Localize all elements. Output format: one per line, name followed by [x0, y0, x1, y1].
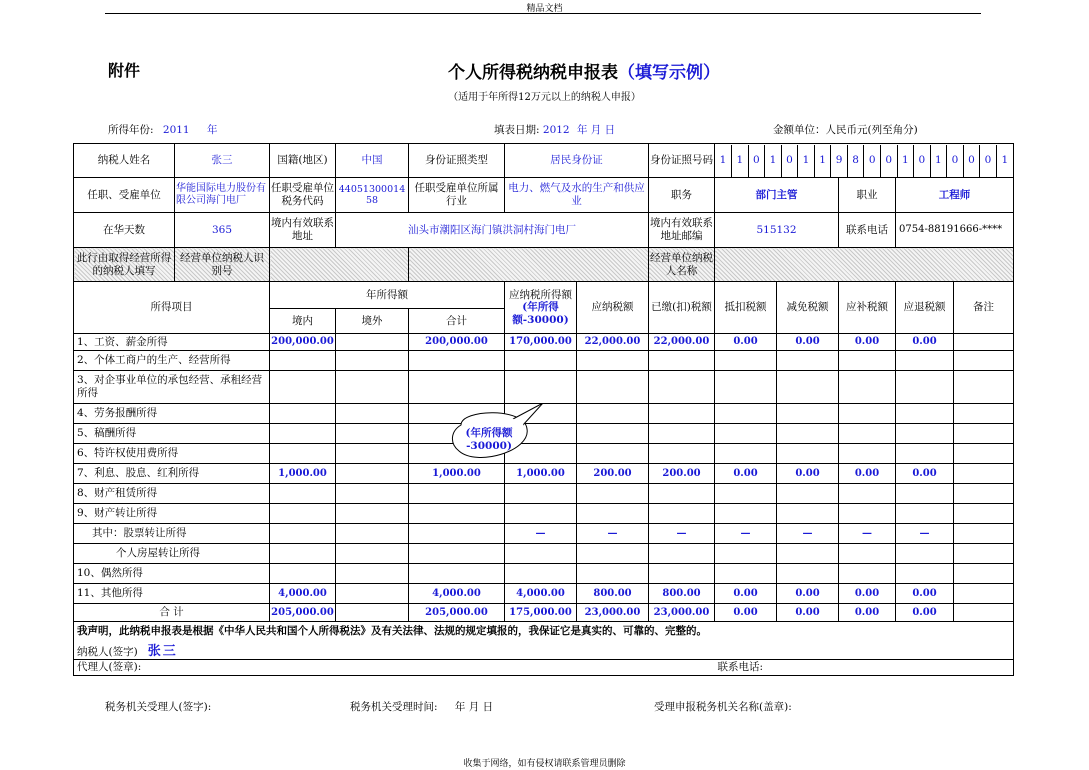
income-item-label: 1、工资、薪金所得	[74, 334, 270, 351]
income-refund-cell[interactable]	[896, 444, 954, 464]
income-paid-cell[interactable]	[649, 564, 715, 584]
taxpayer-signature[interactable]: 张三	[147, 643, 178, 659]
income-credit-cell[interactable]: —	[715, 524, 777, 544]
income-relief-cell[interactable]: 0.00	[777, 464, 839, 484]
income-foreign-cell[interactable]	[336, 544, 409, 564]
income-taxable-cell[interactable]: 4,000.00	[505, 584, 577, 604]
income-paid-cell[interactable]	[649, 404, 715, 424]
id-digit-grid	[715, 145, 1013, 177]
income-domestic-cell[interactable]: 205,000.00	[270, 604, 336, 622]
id-digit-box[interactable]: 8	[847, 145, 864, 177]
days-in-china-field[interactable]: 365	[175, 213, 270, 248]
occupation-field[interactable]: 工程师	[896, 178, 1014, 213]
tax-office-receiver: 税务机关受理人(签字):	[105, 701, 212, 713]
signature-line	[77, 644, 1012, 660]
income-domestic-cell[interactable]	[270, 424, 336, 444]
id-digit-box[interactable]: 0	[864, 145, 881, 177]
tax-office-name: 受理申报税务机关名称(盖章):	[654, 701, 792, 713]
income-relief-cell[interactable]	[777, 424, 839, 444]
income-item-label: 8、财产租赁所得	[74, 484, 270, 504]
income-paid-cell[interactable]: 200.00	[649, 464, 715, 484]
income-domestic-cell[interactable]	[270, 444, 336, 464]
income-year-label: 所得年份:	[108, 124, 154, 136]
income-refund-cell[interactable]	[896, 424, 954, 444]
income-foreign-cell[interactable]	[336, 351, 409, 371]
agent-signature[interactable]: 代理人(签章):	[74, 660, 715, 676]
income-remarks-cell[interactable]	[954, 524, 1014, 544]
income-refund-cell[interactable]: 0.00	[896, 584, 954, 604]
col-header-credit: 抵扣税额	[715, 282, 777, 334]
income-payable-cell[interactable]: 800.00	[577, 584, 649, 604]
income-payable-cell[interactable]	[577, 371, 649, 404]
income-taxable-cell[interactable]	[505, 371, 577, 404]
col-header-item: 所得项目	[74, 282, 270, 334]
income-payable-cell[interactable]: 200.00	[577, 464, 649, 484]
col-header-taxable	[505, 282, 577, 334]
income-foreign-cell[interactable]	[336, 444, 409, 464]
speech-bubble-text	[447, 427, 531, 453]
phone-field[interactable]: 0754-88191666-****	[896, 213, 1014, 248]
income-paid-cell[interactable]	[649, 444, 715, 464]
income-remarks-cell[interactable]	[954, 464, 1014, 484]
col-header-paid: 已缴(扣)税额	[649, 282, 715, 334]
id-number-label: 身份证照号码	[649, 144, 715, 178]
income-total-cell[interactable]: 200,000.00	[409, 334, 505, 351]
income-supplement-cell[interactable]	[839, 484, 896, 504]
income-taxable-cell[interactable]: 170,000.00	[505, 334, 577, 351]
fill-date-label: 填表日期:	[494, 124, 540, 136]
income-remarks-cell[interactable]	[954, 504, 1014, 524]
income-remarks-cell[interactable]	[954, 404, 1014, 424]
income-credit-cell[interactable]	[715, 371, 777, 404]
income-row	[74, 584, 1014, 604]
employer-tax-code-field[interactable]: 4405130001458	[336, 178, 409, 213]
page-title	[448, 58, 720, 83]
income-taxable-cell[interactable]	[505, 504, 577, 524]
income-payable-cell[interactable]	[577, 504, 649, 524]
income-total-cell[interactable]: 1,000.00	[409, 464, 505, 484]
income-supplement-cell[interactable]	[839, 424, 896, 444]
income-row	[74, 524, 1014, 544]
income-item-label: 其中：股票转让所得	[74, 524, 270, 544]
income-refund-cell[interactable]	[896, 564, 954, 584]
income-foreign-cell[interactable]	[336, 371, 409, 404]
income-relief-cell[interactable]	[777, 484, 839, 504]
income-taxable-cell[interactable]	[505, 351, 577, 371]
income-payable-cell[interactable]: 22,000.00	[577, 334, 649, 351]
income-year	[108, 122, 217, 137]
income-total-cell[interactable]	[409, 351, 505, 371]
income-refund-cell[interactable]: 0.00	[896, 604, 954, 622]
income-row	[74, 504, 1014, 524]
income-credit-cell[interactable]	[715, 404, 777, 424]
id-digit-box[interactable]: 1	[897, 145, 914, 177]
income-remarks-cell[interactable]	[954, 564, 1014, 584]
income-domestic-cell[interactable]	[270, 564, 336, 584]
income-paid-cell[interactable]	[649, 544, 715, 564]
income-taxable-cell[interactable]	[505, 484, 577, 504]
income-total-cell[interactable]	[409, 504, 505, 524]
income-foreign-cell[interactable]	[336, 584, 409, 604]
income-paid-cell[interactable]: 23,000.00	[649, 604, 715, 622]
income-payable-cell[interactable]	[577, 404, 649, 424]
income-supplement-cell[interactable]	[839, 351, 896, 371]
income-domestic-cell[interactable]	[270, 404, 336, 424]
income-row	[74, 564, 1014, 584]
col-header-supplement: 应补税额	[839, 282, 896, 334]
income-remarks-cell[interactable]	[954, 604, 1014, 622]
income-supplement-cell[interactable]	[839, 564, 896, 584]
income-total-cell[interactable]: 4,000.00	[409, 584, 505, 604]
income-foreign-cell[interactable]	[336, 564, 409, 584]
fill-date-rest: 年 月 日	[576, 124, 616, 136]
income-refund-cell[interactable]: 0.00	[896, 334, 954, 351]
income-refund-cell[interactable]	[896, 351, 954, 371]
income-payable-cell[interactable]	[577, 444, 649, 464]
income-supplement-cell[interactable]	[839, 544, 896, 564]
income-taxable-cell[interactable]: 175,000.00	[505, 604, 577, 622]
id-digit-box[interactable]: 0	[947, 145, 964, 177]
taxpayer-name-field[interactable]: 张三	[175, 144, 270, 178]
header-note: 精品文档	[526, 4, 563, 14]
tax-office-time-rest: 年 月 日	[454, 701, 494, 713]
income-supplement-cell[interactable]	[839, 444, 896, 464]
col-header-relief: 减免税额	[777, 282, 839, 334]
income-remarks-cell[interactable]	[954, 484, 1014, 504]
business-blank-field	[409, 248, 649, 282]
income-relief-cell[interactable]	[777, 444, 839, 464]
col-header-foreign: 境外	[336, 309, 409, 334]
fill-date-year: 2012	[542, 124, 570, 136]
agent-phone[interactable]: 联系电话:	[715, 660, 1014, 676]
income-supplement-cell[interactable]: 0.00	[839, 604, 896, 622]
income-refund-cell[interactable]: 0.00	[896, 464, 954, 484]
id-digit-box[interactable]: 0	[914, 145, 931, 177]
signature-label: 纳税人(签字)	[77, 645, 138, 658]
business-taxid-label: 经营单位纳税人识别号	[175, 248, 270, 282]
postcode-field[interactable]: 515132	[715, 213, 839, 248]
income-remarks-cell[interactable]	[954, 351, 1014, 371]
income-credit-cell[interactable]	[715, 424, 777, 444]
col-header-payable: 应纳税额	[577, 282, 649, 334]
income-credit-cell[interactable]	[715, 484, 777, 504]
income-relief-cell[interactable]	[777, 371, 839, 404]
income-relief-cell[interactable]	[777, 404, 839, 424]
income-item-label: 4、劳务报酬所得	[74, 404, 270, 424]
income-year-value: 2011	[162, 124, 190, 136]
id-digit-box[interactable]: 1	[1001, 154, 1009, 167]
income-refund-cell[interactable]	[896, 504, 954, 524]
income-remarks-cell[interactable]	[954, 424, 1014, 444]
income-domestic-cell[interactable]	[270, 371, 336, 404]
income-item-label: 6、特许权使用费所得	[74, 444, 270, 464]
income-paid-cell[interactable]: —	[649, 524, 715, 544]
income-domestic-cell[interactable]: 4,000.00	[270, 584, 336, 604]
income-row	[74, 484, 1014, 504]
income-year-unit: 年	[206, 124, 218, 136]
col-header-taxable-line1: 应纳税所得额	[509, 288, 572, 301]
attachment-label: 附件	[108, 61, 141, 80]
days-in-china-label: 在华天数	[74, 213, 175, 248]
employer-label: 任职、受雇单位	[74, 178, 175, 213]
income-supplement-cell[interactable]: 0.00	[839, 584, 896, 604]
income-paid-cell[interactable]	[649, 351, 715, 371]
income-payable-cell[interactable]	[577, 564, 649, 584]
income-foreign-cell[interactable]	[336, 334, 409, 351]
id-digit-box[interactable]: 0	[880, 145, 897, 177]
address-label: 境内有效联系地址	[270, 213, 336, 248]
income-payable-cell[interactable]: 23,000.00	[577, 604, 649, 622]
col-header-taxable-line2: (年所得额-30000)	[512, 301, 569, 326]
income-refund-cell[interactable]: —	[896, 524, 954, 544]
postcode-label: 境内有效联系地址邮编	[649, 213, 715, 248]
income-item-label: 合 计	[74, 604, 270, 622]
income-domestic-cell[interactable]	[270, 544, 336, 564]
id-digit-box[interactable]: 9	[831, 145, 848, 177]
income-relief-cell[interactable]: —	[777, 524, 839, 544]
income-payable-cell[interactable]	[577, 424, 649, 444]
income-paid-cell[interactable]	[649, 371, 715, 404]
business-name-label: 经营单位纳税人名称	[649, 248, 715, 282]
income-item-label: 3、对企事业单位的承包经营、承租经营所得	[74, 371, 270, 404]
income-paid-cell[interactable]	[649, 484, 715, 504]
income-domestic-cell[interactable]	[270, 351, 336, 371]
income-credit-cell[interactable]: 0.00	[715, 584, 777, 604]
income-foreign-cell[interactable]	[336, 464, 409, 484]
id-digit-box[interactable]: 1	[715, 145, 732, 177]
income-payable-cell[interactable]: —	[577, 524, 649, 544]
income-relief-cell[interactable]	[777, 504, 839, 524]
employer-field[interactable]: 华能国际电力股份有限公司海门电厂	[175, 178, 270, 213]
income-remarks-cell[interactable]	[954, 544, 1014, 564]
income-paid-cell[interactable]	[649, 424, 715, 444]
declaration-cell	[74, 622, 1014, 660]
income-total-cell[interactable]	[409, 484, 505, 504]
income-credit-cell[interactable]	[715, 564, 777, 584]
income-remarks-cell[interactable]	[954, 444, 1014, 464]
income-taxable-cell[interactable]	[505, 544, 577, 564]
income-supplement-cell[interactable]	[839, 404, 896, 424]
id-digit-box[interactable]: 1	[930, 145, 947, 177]
income-domestic-cell[interactable]: 200,000.00	[270, 334, 336, 351]
income-total-cell[interactable]	[409, 524, 505, 544]
income-row	[74, 334, 1014, 351]
income-foreign-cell[interactable]	[336, 424, 409, 444]
income-refund-cell[interactable]	[896, 371, 954, 404]
col-header-remarks: 备注	[954, 282, 1014, 334]
business-taxid-field[interactable]	[270, 248, 409, 282]
income-domestic-cell[interactable]	[270, 524, 336, 544]
title-main: 个人所得税纳税申报表	[448, 63, 618, 83]
col-header-domestic: 境内	[270, 309, 336, 334]
nationality-label: 国籍(地区)	[270, 144, 336, 178]
income-paid-cell[interactable]: 800.00	[649, 584, 715, 604]
income-credit-cell[interactable]: 0.00	[715, 604, 777, 622]
col-header-refund: 应退税额	[896, 282, 954, 334]
income-item-label: 11、其他所得	[74, 584, 270, 604]
income-supplement-cell[interactable]: 0.00	[839, 334, 896, 351]
id-digit-box[interactable]: 0	[748, 145, 765, 177]
income-taxable-cell[interactable]	[505, 564, 577, 584]
speech-bubble-line1: (年所得额	[465, 427, 513, 439]
nationality-field[interactable]: 中国	[336, 144, 409, 178]
business-row-label: 此行由取得经营所得的纳税人填写	[74, 248, 175, 282]
income-supplement-cell[interactable]: 0.00	[839, 464, 896, 484]
id-digit-box[interactable]: 0	[963, 145, 980, 177]
income-foreign-cell[interactable]	[336, 504, 409, 524]
income-paid-cell[interactable]	[649, 504, 715, 524]
income-foreign-cell[interactable]	[336, 484, 409, 504]
income-relief-cell[interactable]: 0.00	[777, 604, 839, 622]
income-foreign-cell[interactable]	[336, 524, 409, 544]
income-total-cell[interactable]: 205,000.00	[409, 604, 505, 622]
income-paid-cell[interactable]: 22,000.00	[649, 334, 715, 351]
income-total-cell[interactable]	[409, 564, 505, 584]
id-digit-box[interactable]: 1	[732, 145, 749, 177]
income-foreign-cell[interactable]	[336, 604, 409, 622]
employer-tax-code-label: 任职受雇单位税务代码	[270, 178, 336, 213]
income-payable-cell[interactable]	[577, 484, 649, 504]
income-item-label: 个人房屋转让所得	[74, 544, 270, 564]
tax-office-time-label: 税务机关受理时间:	[350, 701, 438, 713]
income-total-cell[interactable]	[409, 371, 505, 404]
id-digit-box[interactable]: 1	[814, 145, 831, 177]
income-item-label: 5、稿酬所得	[74, 424, 270, 444]
income-taxable-cell[interactable]: 1,000.00	[505, 464, 577, 484]
income-item-label: 10、偶然所得	[74, 564, 270, 584]
position-label: 职务	[649, 178, 715, 213]
income-supplement-cell[interactable]: —	[839, 524, 896, 544]
income-credit-cell[interactable]: 0.00	[715, 334, 777, 351]
income-payable-cell[interactable]	[577, 544, 649, 564]
footer-note: 收集于网络，如有侵权请联系管理员删除	[463, 759, 626, 769]
income-relief-cell[interactable]	[777, 564, 839, 584]
tax-office-time	[350, 699, 493, 714]
income-relief-cell[interactable]: 0.00	[777, 584, 839, 604]
income-remarks-cell[interactable]	[954, 334, 1014, 351]
income-row	[74, 604, 1014, 622]
income-row	[74, 351, 1014, 371]
page-subtitle: （适用于年所得12万元以上的纳税人申报）	[448, 92, 641, 103]
income-refund-cell[interactable]	[896, 404, 954, 424]
income-remarks-cell[interactable]	[954, 371, 1014, 404]
income-supplement-cell[interactable]	[839, 504, 896, 524]
taxpayer-name-label: 纳税人姓名	[74, 144, 175, 178]
income-credit-cell[interactable]	[715, 351, 777, 371]
employer-industry-field[interactable]: 电力、燃气及水的生产和供应业	[505, 178, 649, 213]
id-digit-box[interactable]: 1	[798, 145, 815, 177]
col-header-total: 合计	[409, 309, 505, 334]
income-domestic-cell[interactable]	[270, 484, 336, 504]
address-field[interactable]: 汕头市潮阳区海门镇洪洞村海门电厂	[336, 213, 649, 248]
position-field[interactable]: 部门主管	[715, 178, 839, 213]
col-header-annual: 年所得额	[270, 282, 505, 309]
id-type-label: 身份证照类型	[409, 144, 505, 178]
header-rule	[105, 13, 981, 14]
income-payable-cell[interactable]	[577, 351, 649, 371]
income-credit-cell[interactable]	[715, 544, 777, 564]
income-item-label: 2、个体工商户的生产、经营所得	[74, 351, 270, 371]
id-digit-box[interactable]: 0	[781, 145, 798, 177]
id-type-field[interactable]: 居民身份证	[505, 144, 649, 178]
income-credit-cell[interactable]	[715, 444, 777, 464]
income-domestic-cell[interactable]	[270, 504, 336, 524]
income-foreign-cell[interactable]	[336, 404, 409, 424]
income-item-label: 7、利息、股息、红利所得	[74, 464, 270, 484]
income-credit-cell[interactable]	[715, 504, 777, 524]
id-digit-box[interactable]: 0	[980, 145, 997, 177]
income-relief-cell[interactable]	[777, 544, 839, 564]
occupation-label: 职业	[839, 178, 896, 213]
income-domestic-cell[interactable]: 1,000.00	[270, 464, 336, 484]
title-example: （填写示例）	[618, 63, 720, 83]
income-taxable-cell[interactable]: —	[505, 524, 577, 544]
income-remarks-cell[interactable]	[954, 584, 1014, 604]
phone-label: 联系电话	[839, 213, 896, 248]
declaration-text: 我声明，此纳税申报表是根据《中华人民共和国个人所得税法》及有关法律、法规的规定填报的，我保证它是真实的、可靠的、完整的。	[77, 625, 707, 637]
currency-unit: 金额单位：人民币元(列至角分)	[773, 124, 918, 136]
income-row	[74, 371, 1014, 404]
income-refund-cell[interactable]	[896, 544, 954, 564]
business-name-field[interactable]	[715, 248, 1014, 282]
income-relief-cell[interactable]: 0.00	[777, 334, 839, 351]
income-refund-cell[interactable]	[896, 484, 954, 504]
id-number-field[interactable]	[715, 144, 1014, 178]
income-total-cell[interactable]	[409, 544, 505, 564]
fill-date	[494, 122, 615, 137]
employer-industry-label: 任职受雇单位所属行业	[409, 178, 505, 213]
income-supplement-cell[interactable]	[839, 371, 896, 404]
id-digit-box[interactable]: 1	[765, 145, 782, 177]
income-credit-cell[interactable]: 0.00	[715, 464, 777, 484]
speech-bubble-line2: -30000)	[466, 440, 512, 453]
income-row	[74, 544, 1014, 564]
income-relief-cell[interactable]	[777, 351, 839, 371]
income-item-label: 9、财产转让所得	[74, 504, 270, 524]
